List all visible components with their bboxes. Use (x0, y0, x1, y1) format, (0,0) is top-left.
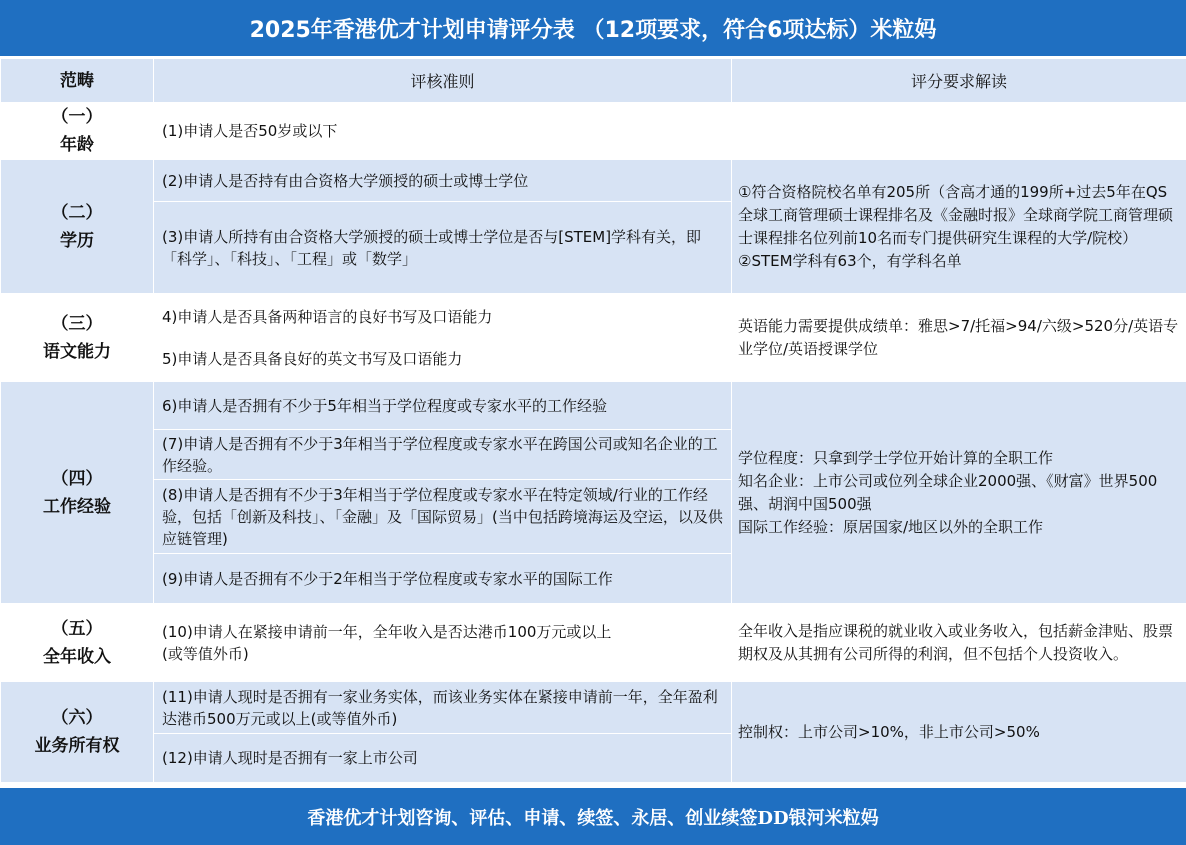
header-category: 范畴 (1, 59, 154, 103)
category-name: 业务所有权 (34, 736, 120, 756)
interpretation-line: 学位程度：只拿到学士学位开始计算的全职工作 (738, 448, 1054, 467)
interpretation-language: 英语能力需要提供成绩单：雅思>7/托福>94/六级>520分/英语专业学位/英语授课学位 (732, 294, 1186, 382)
criterion-10 (154, 604, 732, 682)
row-work-a (1, 382, 1186, 430)
category-name: 年龄 (60, 135, 94, 155)
criterion-9: (9)申请人是否拥有不少于2年相当于学位程度或专家水平的国际工作 (154, 554, 732, 604)
criterion-5: 5)申请人是否具备良好的英文书写及口语能力 (162, 349, 463, 368)
interpretation-age (732, 103, 1186, 160)
category-number: （四） (51, 468, 103, 489)
criterion-12: (12)申请人现时是否拥有一家上市公司 (154, 734, 732, 783)
interpretation-line: 知名企业：上市公司或位列全球企业2000强、《财富》世界500强、胡润中国500强 (738, 471, 1158, 513)
row-ownership-a (1, 682, 1186, 734)
category-number: （一） (51, 107, 103, 127)
category-name: 语文能力 (43, 341, 111, 362)
category-language (1, 294, 154, 382)
interpretation-work (732, 382, 1186, 604)
scoring-table (0, 58, 1186, 783)
category-age (1, 103, 154, 160)
interpretation-income: 全年收入是指应课税的就业收入或业务收入，包括薪金津贴、股票期权及从其拥有公司所得的利润，但不包括个人投资收入。 (732, 604, 1186, 682)
category-income (1, 604, 154, 682)
page-title: 2025年香港优才计划申请评分表 （12项要求，符合6项达标）米粒妈 (0, 0, 1186, 58)
interpretation-line: 国际工作经验：原居国家/地区以外的全职工作 (738, 517, 1044, 536)
criterion-10-text: (10)申请人在紧接申请前一年，全年收入是否达港币100万元或以上 (162, 622, 612, 641)
row-income (1, 604, 1186, 682)
category-ownership (1, 682, 154, 783)
interpretation-education (732, 160, 1186, 294)
criterion-8: (8)申请人是否拥有不少于3年相当于学位程度或专家水平在特定领域/行业的工作经验，包括「创新及科技」、「金融」及「国际贸易」(当中包括跨境海运及空运，以及供应链管理) (154, 480, 732, 554)
category-work (1, 382, 154, 604)
category-name: 工作经验 (43, 496, 111, 517)
criterion-11: (11)申请人现时是否拥有一家业务实体，而该业务实体在紧接申请前一年，全年盈利达港币500万元或以上(或等值外币) (154, 682, 732, 734)
criterion-1: (1)申请人是否50岁或以下 (154, 103, 732, 160)
header-criteria: 评核准则 (154, 59, 732, 103)
category-name: 学历 (60, 230, 94, 251)
criterion-10-note: (或等值外币) (162, 644, 249, 663)
row-education-a (1, 160, 1186, 202)
category-number: （三） (51, 313, 103, 334)
criteria-language (154, 294, 732, 382)
category-name: 全年收入 (43, 646, 111, 667)
category-number: （五） (51, 618, 103, 639)
criterion-2: (2)申请人是否持有由合资格大学颁授的硕士或博士学位 (154, 160, 732, 202)
interpretation-ownership: 控制权：上市公司>10%，非上市公司>50% (732, 682, 1186, 783)
category-number: （二） (51, 202, 103, 223)
header-row (1, 59, 1186, 103)
criterion-4: 4)申请人是否具备两种语言的良好书写及口语能力 (162, 307, 493, 326)
category-education (1, 160, 154, 294)
criterion-7: (7)申请人是否拥有不少于3年相当于学位程度或专家水平在跨国公司或知名企业的工作经验。 (154, 430, 732, 480)
criterion-3: (3)申请人所持有由合资格大学颁授的硕士或博士学位是否与[STEM]学科有关，即「科学」、「科技」、「工程」或「数学」 (154, 202, 732, 294)
footer-banner: 香港优才计划咨询、评估、申请、续签、永居、创业续签DD银河米粒妈 (0, 788, 1186, 845)
header-interpretation: 评分要求解读 (732, 59, 1186, 103)
category-number: （六） (51, 708, 103, 728)
row-age (1, 103, 1186, 160)
interpretation-line: ②STEM学科有63个，有学科名单 (738, 251, 962, 270)
row-language (1, 294, 1186, 382)
interpretation-line: ①符合资格院校名单有205所（含高才通的199所+过去5年在QS全球工商管理硕士课程排名及《金融时报》全球商学院工商管理硕士课程排名位列前10名而专门提供研究生课程的大学/院校） (738, 182, 1174, 247)
criterion-6: 6)申请人是否拥有不少于5年相当于学位程度或专家水平的工作经验 (154, 382, 732, 430)
